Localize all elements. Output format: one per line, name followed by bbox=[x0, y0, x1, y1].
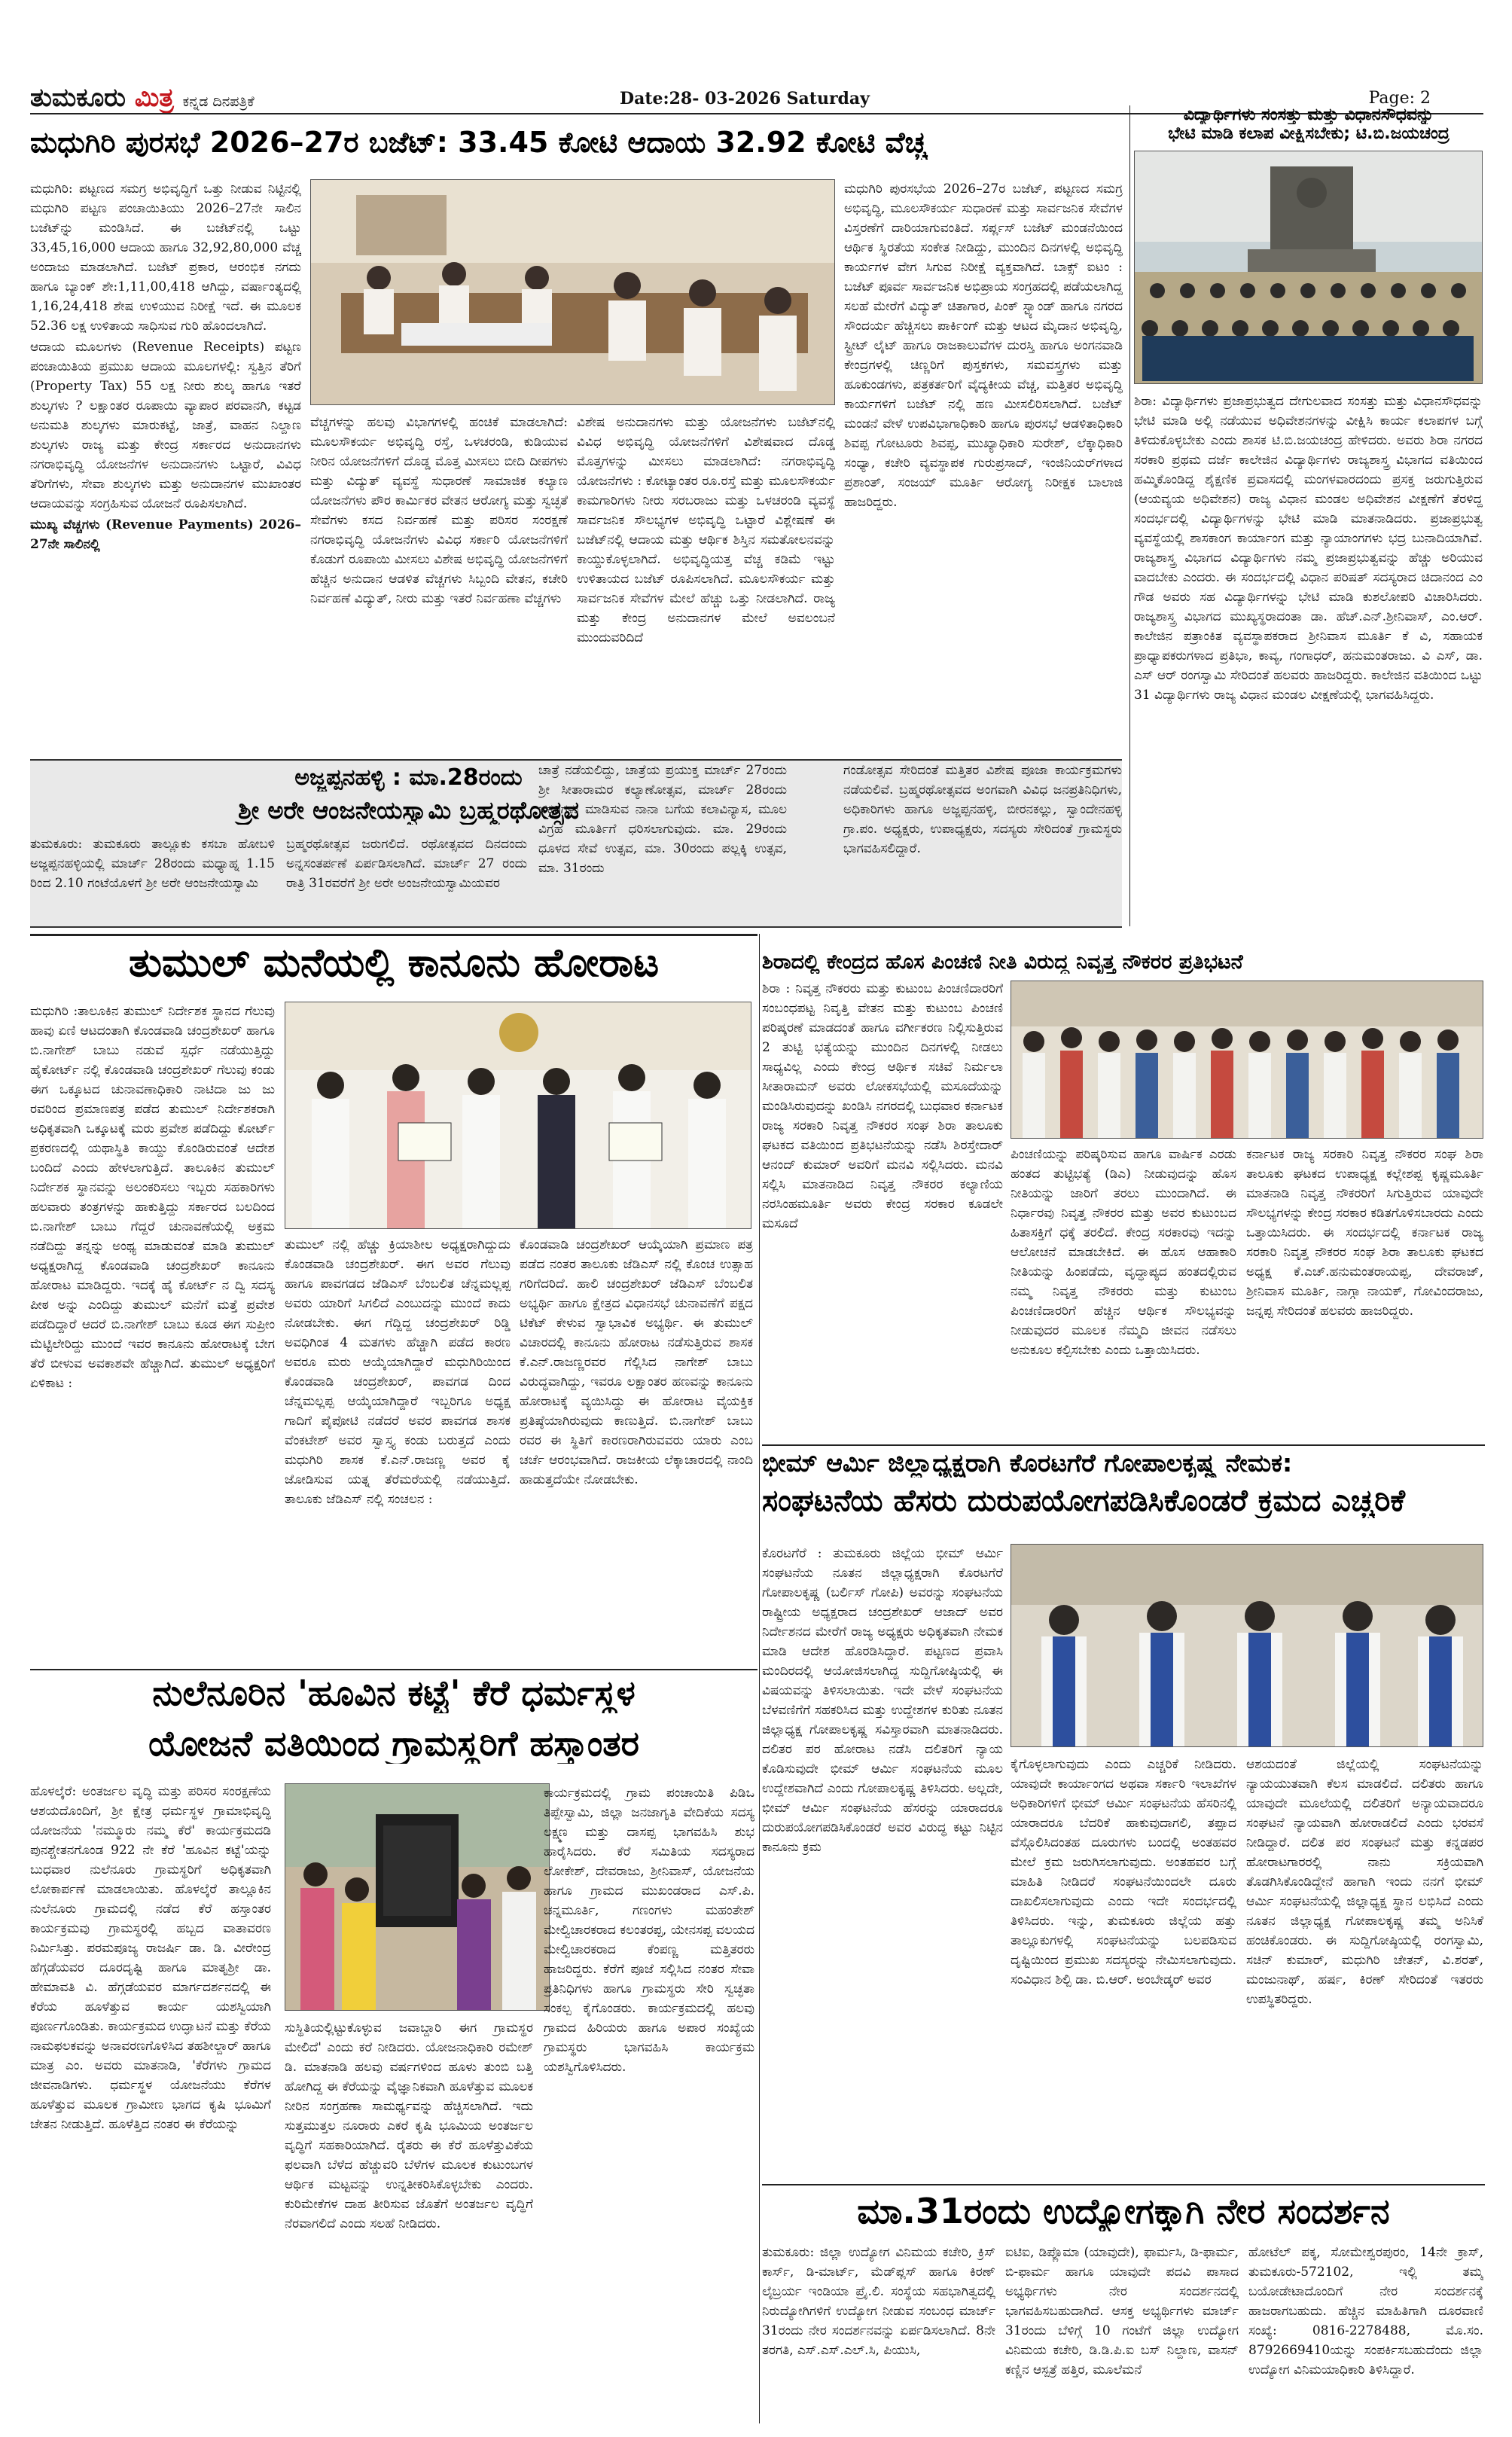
dharmasthala-photo-image bbox=[285, 1784, 550, 2011]
dharmasthala-headline bbox=[30, 1673, 758, 1764]
budget-col-1-para: ಮುಖ್ಯ ವೆಚ್ಚಗಳು (Revenue Payments) 2026–27ನೇ ಸಾಲಿನಲ್ಲಿ bbox=[30, 517, 301, 552]
masthead-brand bbox=[30, 83, 255, 113]
bhim-col-3: ಆಶಯದಂತೆ ಜಿಲ್ಲೆಯಲ್ಲಿ ಸಂಘಟನೆಯನ್ನು ನ್ಯಾಯಯುತವಾಗಿ ಕೆಲಸ ಮಾಡಲಿದೆ. ದಲಿತರು ಹಾಗೂ ಯಾವುದೇ ಮೂಲೆಯಲ್ಲಿ ದಲಿತರಿಗೆ ಅನ್ಯಾಯವಾದರೂ ಸಂಘಟನೆ ನ್ಯಾಯವಾಗಿ ಹೋರಾಡಲಿದೆ ಎಂದು ಭರವಸೆ ನೀಡಿದ್ದಾರೆ. ದಲಿತ ಪರ ಸಂಘಟನೆ ಮತ್ತು ಕನ್ನಡಪರ ಹೋರಾಟಗಾರರಲ್ಲಿ ನಾನು ಸಕ್ರಿಯವಾಗಿ ತೊಡಗಿಸಿಕೊಂಡಿದ್ದೇನೆ ಹಾಗಾಗಿ ಇಂದು ನನಗೆ ಭೀಮ್ ಆರ್ಮಿ ಸಂಘಟನೆಯಲ್ಲಿ ಜಿಲ್ಲಾಧ್ಯಕ್ಷ ಸ್ಥಾನ ಲಭಿಸಿದೆ ಎಂದು ನೂತನ ಜಿಲ್ಲಾಧ್ಯಕ್ಷ ಗೋಪಾಲಕೃಷ್ಣ ತಮ್ಮ ಅನಿಸಿಕೆ ಹಂಚಿಕೊಂಡರು. ಈ ಸುದ್ದಿಗೋಷ್ಠಿಯಲ್ಲಿ ರಂಗಸ್ವಾಮಿ, ಸಚಿನ್ ಕುಮಾರ್, ಮಧುಗಿರಿ ಚೇತನ್, ವಿ.ಶರತ್, ಮಂಜುನಾಥ್, ಹರ್ಷ, ಕಿರಣ್ ಸೇರಿದಂತೆ ಇತರರು ಉಪಸ್ಥಿತರಿದ್ದರು. bbox=[1246, 1757, 1483, 2007]
dharmasthala-headline-line1: ನುಲೆನೂರಿನ 'ಹೂವಿನ ಕಟ್ಟೆ' ಕೆರೆ ಧರ್ಮಸ್ಥಳ bbox=[152, 1673, 636, 1713]
budget-col-3: ವಿಶೇಷ ಅನುದಾನಗಳು ಮತ್ತು ಯೋಜನೆಗಳು ಬಜೆಟ್‌ನಲ್ಲಿ ವಿವಿಧ ಅಭಿವೃದ್ಧಿ ಯೋಜನೆಗಳಿಗೆ ವಿಶೇಷವಾದ ದೊಡ್ಡ ಮೊತ್ತಗಳನ್ನು ಮೀಸಲು ಮಾಡಲಾಗಿದೆ: ನಗರಾಭಿವೃದ್ಧಿ ಯೋಜನೆಗಳು : ಕೋಟ್ಯಾಂತರ ರೂ.ರಸ್ತೆ ಮತ್ತು ಮೂಲಸೌಕರ್ಯ ಕಾಮಗಾರಿಗಳು ನೀರು ಸರಬರಾಜು ಮತ್ತು ಒಳಚರಂಡಿ ವ್ಯವಸ್ಥೆ ಸಾರ್ವಜನಿಕ ಸೌಲಭ್ಯಗಳ ಅಭಿವೃದ್ಧಿ ಒಟ್ಟಾರೆ ವಿಶ್ಲೇಷಣೆ ಈ ಬಜೆಟ್‌ನಲ್ಲಿ ಆದಾಯ ಮತ್ತು ಆರ್ಥಿಕ ಶಿಸ್ತಿನ ಸಮತೋಲನವನ್ನು ಕಾಯ್ದುಕೊಳ್ಳಲಾಗಿದೆ. ಅಭಿವೃದ್ಧಿಯತ್ತ ವೆಚ್ಚ ಕಡಿಮೆ ಇಟ್ಟು ಉಳಿತಾಯದ ಬಜೆಟ್ ರೂಪಿಸಲಾಗಿದೆ. ಮೂಲಸೌಕರ್ಯ ಮತ್ತು ಸಾರ್ವಜನಿಕ ಸೇವೆಗಳ ಮೇಲೆ ಹೆಚ್ಚು ಒತ್ತು ನೀಡಲಾಗಿದೆ. ರಾಜ್ಯ ಮತ್ತು ಕೇಂದ್ರ ಅನುದಾನಗಳ ಮೇಲೆ ಅವಲಂಬನೆ ಮುಂದುವರಿದಿದೆ bbox=[577, 415, 835, 645]
temple-col-d: ಗಂಡೋತ್ಸವ ಸೇರಿದಂತೆ ಮತ್ತಿತರ ವಿಶೇಷ ಪೂಜಾ ಕಾರ್ಯಕ್ರಮಗಳು ನಡೆಯಲಿವೆ. ಬ್ರಹ್ಮರಥೋತ್ಸವದ ಅಂಗವಾಗಿ ವಿವಿಧ ಜನಪ್ರತಿನಿಧಿಗಳು, ಅಧಿಕಾರಿಗಳು ಹಾಗೂ ಅಜ್ಜಪ್ಪನಹಳ್ಳಿ, ಬೀರನಕಲ್ಲು, ಸ್ವಾಂದೇನಹಳ್ಳಿ ಗ್ರಾ.ಪಂ. ಅಧ್ಯಕ್ಷರು, ಉಪಾಧ್ಯಕ್ಷರು, ಸದಸ್ಯರು ಸೇರಿದಂತೆ ಗ್ರಾಮಸ್ಥರು ಭಾಗವಹಿಸಲಿದ್ದಾರೆ. bbox=[843, 763, 1122, 856]
page-number: Page: 2 bbox=[1368, 89, 1431, 108]
budget-col-1-para: ಮಧುಗಿರಿ: ಪಟ್ಟಣದ ಸಮಗ್ರ ಅಭಿವೃದ್ಧಿಗೆ ಒತ್ತು ನೀಡುವ ನಿಟ್ಟಿನಲ್ಲಿ ಮಧುಗಿರಿ ಪಟ್ಟಣ ಪಂಚಾಯಿತಿಯು 2026–27ನೇ ಸಾಲಿನ ಬಜೆಟ್‌ನ್ನು ಮಂಡಿಸಿದೆ. ಈ ಬಜೆಟ್‌ನಲ್ಲಿ ಒಟ್ಟು 33,45,16,000 ಆದಾಯ ಹಾಗೂ 32,92,80,000 ವೆಚ್ಚ ಅಂದಾಜು ಮಾಡಲಾಗಿದೆ. ಬಜೆಟ್ ಪ್ರಕಾರ, ಆರಂಭಿಕ ನಗದು ಹಾಗೂ ಬ್ಯಾಂಕ್ ಶೇ:1,11,00,418 ಆಗಿದ್ದು, ವರ್ಷಾಂತ್ಯದಲ್ಲಿ 1,16,24,418 ಶೇಷ ಉಳಿಯುವ ನಿರೀಕ್ಷೆ ಇದೆ. ಈ ಮೂಲಕ 52.36 ಲಕ್ಷ ಉಳಿತಾಯ ಸಾಧಿಸುವ ಗುರಿ ಹೊಂದಲಾಗಿದೆ. bbox=[30, 181, 301, 334]
brand-name-part1: ತುಮಕೂರು bbox=[30, 83, 126, 113]
students-photo-image bbox=[1135, 151, 1483, 384]
jc-students-photo bbox=[1134, 151, 1483, 384]
udyoga-col-3: ಹೋಟೆಲ್ ಪಕ್ಕ, ಸೋಮೇಶ್ವರಪುರಂ, 14ನೇ ಕ್ರಾಸ್, ತುಮಕೂರು-572102, ಇಲ್ಲಿ ತಮ್ಮ ಬಯೋಡೇಟಾದೊಂದಿಗೆ ನೇರ ಸಂದರ್ಶನಕ್ಕೆ ಹಾಜರಾಗಬಹುದು. ಹೆಚ್ಚಿನ ಮಾಹಿತಿಗಾಗಿ ದೂರವಾಣಿ ಸಂಖ್ಯೆ: 0816-2278488, ಮೊ.ಸಂ. 8792669410ಯನ್ನು ಸಂಪರ್ಕಿಸಬಹುದೆಂದು ಜಿಲ್ಲಾ ಉದ್ಯೋಗ ವಿನಿಮಯಾಧಿಕಾರಿ ತಿಳಿಸಿದ್ದಾರೆ. bbox=[1248, 2245, 1483, 2378]
bhim-headline-line1: ಭೀಮ್ ಆರ್ಮಿ ಜಿಲ್ಲಾಧ್ಯಕ್ಷರಾಗಿ ಕೊರಟಗೆರೆ ಗೋಪಾಲಕೃಷ್ಣ ನೇಮಕ: bbox=[762, 1449, 1293, 1478]
issue-date: Date:28- 03-2026 Saturday bbox=[620, 89, 870, 108]
divider bbox=[762, 1444, 1485, 1446]
bhim-col-1: ಕೊರಟಗೆರೆ : ತುಮಕೂರು ಜಿಲ್ಲೆಯ ಭೀಮ್ ಆರ್ಮಿ ಸಂಘಟನೆಯ ನೂತನ ಜಿಲ್ಲಾಧ್ಯಕ್ಷರಾಗಿ ಕೊರಟಗೆರೆ ಗೋಪಾಲಕೃಷ್ಣ (ಬರ್ಲಿಸ್ ಗೋಪಿ) ಅವರನ್ನು ಸಂಘಟನೆಯ ರಾಷ್ಟ್ರೀಯ ಅಧ್ಯಕ್ಷರಾದ ಚಂದ್ರಶೇಖರ್ ಆಜಾದ್ ಅವರ ನಿರ್ದೇಶನದ ಮೇರೆಗೆ ರಾಜ್ಯ ಅಧ್ಯಕ್ಷರು ಅಧಿಕೃತವಾಗಿ ನೇಮಕ ಮಾಡಿ ಆದೇಶ ಹೊರಡಿಸಿದ್ದಾರೆ. ಪಟ್ಟಣದ ಪ್ರವಾಸಿ ಮಂದಿರದಲ್ಲಿ ಆಯೋಜಿಸಲಾಗಿದ್ದ ಸುದ್ದಿಗೋಷ್ಠಿಯಲ್ಲಿ ಈ ವಿಷಯವನ್ನು ತಿಳಿಸಲಾಯಿತು. ಇದೇ ವೇಳೆ ಸಂಘಟನೆಯ ಬೆಳವಣಿಗೆಗೆ ಸಹಕರಿಸಿದ ಮತ್ತು ಉದ್ದೇಶಗಳ ಕುರಿತು ನೂತನ ಜಿಲ್ಲಾಧ್ಯಕ್ಷ ಗೋಪಾಲಕೃಷ್ಣ ಸವಿಸ್ತಾರವಾಗಿ ಮಾತನಾಡಿದರು. ದಲಿತರ ಪರ ಹೋರಾಟ ನಡೆಸಿ ದಲಿತರಿಗೆ ನ್ಯಾಯ ಕೊಡಿಸುವುದೇ ಭೀಮ್ ಆರ್ಮಿ ಸಂಘಟನೆಯ ಮೂಲ ಉದ್ದೇಶವಾಗಿದೆ ಎಂದು ಗೋಪಾಲಕೃಷ್ಣ ತಿಳಿಸಿದರು. ಅಲ್ಲದೇ, ಭೀಮ್ ಆರ್ಮಿ ಸಂಘಟನೆಯ ಹೆಸರನ್ನು ಯಾರಾದರೂ ದುರುಪಯೋಗಪಡಿಸಿಕೊಂಡರೆ ಅವರ ವಿರುದ್ಧ ಕಟ್ಟು ನಿಟ್ಟಿನ ಕಾನೂನು ಕ್ರಮ bbox=[762, 1546, 1003, 1855]
dharmasthala-col-2: ಸುಸ್ಥಿತಿಯಲ್ಲಿಟ್ಟುಕೊಳ್ಳುವ ಜವಾಬ್ದಾರಿ ಈಗ ಗ್ರಾಮಸ್ಥರ ಮೇಲಿದೆ' ಎಂದು ಕರೆ ನೀಡಿದರು. ಯೋಜನಾಧಿಕಾರಿ ರಮೇಶ್ ಡಿ. ಮಾತನಾಡಿ ಹಲವು ವರ್ಷಗಳಿಂದ ಹೂಳು ತುಂಬಿ ಬತ್ತಿ ಹೋಗಿದ್ದ ಈ ಕೆರೆಯನ್ನು ವೈಜ್ಞಾನಿಕವಾಗಿ ಹೂಳೆತ್ತುವ ಮೂಲಕ ನೀರಿನ ಸಂಗ್ರಹಣಾ ಸಾಮರ್ಥ್ಯವನ್ನು ಹೆಚ್ಚಿಸಲಾಗಿದೆ. ಇದು ಸುತ್ತಮುತ್ತಲ ನೂರಾರು ಎಕರೆ ಕೃಷಿ ಭೂಮಿಯ ಅಂತರ್ಜಲ ವೃದ್ಧಿಗೆ ಸಹಕಾರಿಯಾಗಿದೆ. ರೈತರು ಈ ಕೆರೆ ಹೂಳೆತ್ತುವಿಕೆಯ ಫಲವಾಗಿ ಬೆಳೆದ ಹೆಚ್ಚುವರಿ ಬೆಳೆಗಳ ಮೂಲಕ ಕುಟುಂಬಗಳ ಆರ್ಥಿಕ ಮಟ್ಟವನ್ನು ಉನ್ನತೀಕರಿಸಿಕೊಳ್ಳಬೇಕು ಎಂದರು. ಕುರಿಮೇಕೆಗಳ ದಾಹ ತೀರಿಸುವ ಜೊತೆಗೆ ಅಂತರ್ಜಲ ವೃದ್ಧಿಗೆ ನೆರವಾಗಲಿದೆ ಎಂದು ಸಲಹೆ ನೀಡಿದರು. bbox=[285, 2021, 533, 2231]
jc-headline-line1: ವಿದ್ಯಾರ್ಥಿಗಳು ಸಂಸತ್ತು ಮತ್ತು ವಿಧಾನಸೌಧವನ್ನು bbox=[1183, 105, 1434, 124]
dharmasthala-col-3: ಕಾರ್ಯಕ್ರಮದಲ್ಲಿ ಗ್ರಾಮ ಪಂಚಾಯಿತಿ ಪಿಡಿಒ ತಿಪ್ಪೇಸ್ವಾಮಿ, ಜಿಲ್ಲಾ ಜನಜಾಗೃತಿ ವೇದಿಕೆಯ ಸದಸ್ಯ ಲಕ್ಷ್ಮಣ ಮತ್ತು ದಾಸಪ್ಪ ಭಾಗವಹಿಸಿ ಶುಭ ಹಾರೈಸಿದರು. ಕೆರೆ ಸಮಿತಿಯ ಸದಸ್ಯರಾದ ಲೋಕೇಶ್, ದೇವರಾಜು, ಶ್ರೀನಿವಾಸ್, ಯೋಜನೆಯ ಹಾಗೂ ಗ್ರಾಮದ ಮುಖಂಡರಾದ ಎಸ್.ಪಿ. ಚನ್ನಮೂರ್ತಿ, ಗಣಂಗಳು ಮಹಂತೇಶ್ ಮೇಲ್ವಿಚಾರಕರಾದ ಕಲಂತರಪ್ಪ, ಯೇನಸಪ್ಪ ವಲಯದ ಮೇಲ್ವಿಚಾರಕರಾದ ಕೆಂಪಣ್ಣ ಮತ್ತಿತರರು ಹಾಜರಿದ್ದರು. ಕೆರೆಗೆ ಪೂಜೆ ಸಲ್ಲಿಸಿದ ನಂತರ ಸೇವಾ ಪ್ರತಿನಿಧಿಗಳು ಹಾಗೂ ಗ್ರಾಮಸ್ಥರು ಸೇರಿ ಸ್ವಚ್ಛತಾ ಸಂಕಲ್ಪ ಕೈಗೊಂಡರು. ಕಾರ್ಯಕ್ರಮದಲ್ಲಿ ಹಲವು ಗ್ರಾಮದ ಹಿರಿಯರು ಹಾಗೂ ಅಪಾರ ಸಂಖ್ಯೆಯ ಗ್ರಾಮಸ್ಥರು ಭಾಗವಹಿಸಿ ಕಾರ್ಯಕ್ರಮ ಯಶಸ್ವಿಗೊಳಿಸಿದರು. bbox=[544, 1786, 754, 2075]
temple-col-b: ಬ್ರಹ್ಮರಥೋತ್ಸವ ಜರುಗಲಿದೆ. ರಥೋತ್ಸವದ ದಿನದಂದು ಅನ್ನಸಂತರ್ಪಣೆ ಏರ್ಪಡಿಸಲಾಗಿದೆ. ಮಾರ್ಚ್ 27 ರಂದು ರಾತ್ರಿ 31ರವರೆಗೆ ಶ್ರೀ ಅರೇ ಅಂಜನೇಯಸ್ವಾಮಿಯವರ bbox=[286, 837, 527, 891]
pension-photo bbox=[1011, 981, 1483, 1139]
tumul-photo-image bbox=[285, 1002, 751, 1229]
pension-col-2: ಪಿಂಚಣಿಯನ್ನು ಪರಿಷ್ಕರಿಸುವ ಹಾಗೂ ವಾರ್ಷಿಕ ಎರಡು ಹಂತದ ತುಟ್ಟಿಭತ್ಯೆ (ಡಿಎ) ನೀಡುವುದನ್ನು ಹೊಸ ನೀತಿಯನ್ನು ಜಾರಿಗೆ ತರಲು ಮುಂದಾಗಿದೆ. ಈ ನಿರ್ಧಾರವು ನಿವೃತ್ತ ನೌಕರರ ಮತ್ತು ಅವರ ಕುಟುಂಬದ ಹಿತಾಸಕ್ತಿಗೆ ಧಕ್ಕೆ ತರಲಿದೆ. ಕೇಂದ್ರ ಸರಕಾರವು ಇದನ್ನು ಆಲೋಚನೆ ಮಾಡಬೇಕಿದೆ. ಈ ಹೊಸ ಆಹಾಕಾರಿ ನೀತಿಯನ್ನು ಹಿಂಪಡೆದು, ವೃದ್ಧಾಪ್ಯದ ಹಂತದಲ್ಲಿರುವ ನಮ್ಮ ನಿವೃತ್ತ ನೌಕರರು ಮತ್ತು ಕುಟುಂಬ ಪಿಂಚಣಿದಾರರಿಗೆ ಹೆಚ್ಚಿನ ಆರ್ಥಿಕ ಸೌಲಭ್ಯವನ್ನು ನೀಡುವುದರ ಮೂಲಕ ನೆಮ್ಮದಿ ಜೀವನ ನಡೆಸಲು ಅನುಕೂಲ ಕಲ್ಪಿಸಬೇಕು ಎಂದು ಒತ್ತಾಯಿಸಿದರು. bbox=[1011, 1147, 1236, 1358]
budget-col-2: ವೆಚ್ಚಗಳನ್ನು ಹಲವು ವಿಭಾಗಗಳಲ್ಲಿ ಹಂಚಿಕೆ ಮಾಡಲಾಗಿದೆ: ಮೂಲಸೌಕರ್ಯ ಅಭಿವೃದ್ಧಿ ರಸ್ತೆ, ಒಳಚರಂಡಿ, ಕುಡಿಯುವ ನೀರಿನ ಯೋಜನೆಗಳಿಗೆ ದೊಡ್ಡ ಮೊತ್ತ ಮೀಸಲು ಬೀದಿ ದೀಪಗಳು ಮತ್ತು ವಿದ್ಯುತ್ ವ್ಯವಸ್ಥೆ ಸುಧಾರಣೆ ಸಾಮಾಜಿಕ ಕಲ್ಯಾಣ ಯೋಜನೆಗಳು ಪೌರ ಕಾರ್ಮಿಕರ ವೇತನ ಆರೋಗ್ಯ ಮತ್ತು ಸ್ವಚ್ಛತೆ ಸೇವೆಗಳು ಕಸದ ನಿರ್ವಹಣೆ ಮತ್ತು ಪರಿಸರ ಸಂರಕ್ಷಣೆ ನಗರಾಭಿವೃದ್ಧಿ ಯೋಜನೆಗಳು ವಿವಿಧ ಸರ್ಕಾರಿ ಯೋಜನೆಗಳಿಗೆ ಕೊಡುಗೆ ರೂಪಾಯಿ ಮೀಸಲು ವಿಶೇಷ ಅಭಿವೃದ್ಧಿ ಯೋಜನೆಗಳಿಗೆ ಹೆಚ್ಚಿನ ಅನುದಾನ ಆಡಳಿತ ವೆಚ್ಚಗಳು ಸಿಬ್ಬಂದಿ ವೇತನ, ಕಚೇರಿ ನಿರ್ವಹಣೆ ವಿದ್ಯುತ್, ನೀರು ಮತ್ತು ಇತರೆ ನಿರ್ವಹಣಾ ವೆಚ್ಚಗಳು bbox=[310, 415, 568, 606]
bhim-col-2: ಕೈಗೊಳ್ಳಲಾಗುವುದು ಎಂದು ಎಚ್ಚರಿಕೆ ನೀಡಿದರು. ಯಾವುದೇ ಕಾರ್ಯಾಂಗದ ಅಥವಾ ಸರ್ಕಾರಿ ಇಲಾಖೆಗಳ ಅಧಿಕಾರಿಗಳಿಗೆ ಭೀಮ್ ಆರ್ಮಿ ಸಂಘಟನೆಯ ಹೆಸರಿನಲ್ಲಿ ಯಾರಾದರೂ ಬೆದರಿಕೆ ಹಾಕುವುದಾಗಲಿ, ತಪ್ಪಾದ ವೆಸ್ಗೊಲಿಸಿದಂತಹ ದೂರುಗಳು ಬಂದಲ್ಲಿ ಅಂತಹವರ ಮೇಲೆ ಕ್ರಮ ಜರುಗಿಸಲಾಗುವುದು. ಅಂತಹವರ ಬಗ್ಗೆ ಮಾಹಿತಿ ನೀಡಿದರೆ ಸಂಘಟನೆಯಿಂದಲೇ ದೂರು ದಾಖಲಿಸಲಾಗುವುದು ಎಂದು ಇದೇ ಸಂದರ್ಭದಲ್ಲಿ ತಿಳಿಸಿದರು. ಇನ್ನು, ತುಮಕೂರು ಜಿಲ್ಲೆಯ ಹತ್ತು ತಾಲ್ಲೂಕುಗಳಲ್ಲಿ ಸಂಘಟನೆಯನ್ನು ಬಲಪಡಿಸುವ ದೃಷ್ಟಿಯಿಂದ ಪ್ರಮುಖ ಸದಸ್ಯರನ್ನು ನೇಮಿಸಲಾಗುವುದು. ಸಂವಿಧಾನ ಶಿಲ್ಪಿ ಡಾ. ಬಿ.ಆರ್. ಅಂಬೇಡ್ಕರ್ ಅವರ bbox=[1011, 1757, 1236, 1987]
temple-headline-line1: ಅಜ್ಜಪ್ಪನಹಳ್ಳಿ : ಮಾ.28ರಂದು bbox=[294, 765, 523, 791]
temple-col-c: ಚಾತ್ರೆ ನಡೆಯಲಿದ್ದು, ಚಾತ್ರೆಯ ಪ್ರಯುಕ್ತ ಮಾರ್ಚ್ 27ರಂದು ಶ್ರೀ ಸೀತಾರಾಮರ ಕಲ್ಯಾಣೋತ್ಸವ, ಮಾರ್ಚ್ 28ರಂದು ಭಕ್ತರಿಗಳು ಮಾಡಿಸುವ ನಾನಾ ಬಗೆಯ ಕಲಾವಿನ್ಯಾಸ, ಮೂಲ ವಿಗ್ರಹ ಮೂರ್ತಿಗೆ ಧರಿಸಲಾಗುವುದು. ಮಾ. 29ರಂದು ಧೂಳದ ಸೇವೆ ಉತ್ಸವ, ಮಾ. 30ರಂದು ಪಲ್ಲಕ್ಕಿ ಉತ್ಸವ, ಮಾ. 31ರಂದು bbox=[538, 763, 787, 876]
udyoga-headline: ಮಾ.31ರಂದು ಉದ್ಯೋಗಕ್ಕಾಗಿ ನೇರ ಸಂದರ್ಶನ bbox=[857, 2191, 1390, 2231]
dharmasthala-col-1: ಹೊಳಲ್ಕೆರೆ: ಅಂತರ್ಜಲ ವೃದ್ಧಿ ಮತ್ತು ಪರಿಸರ ಸಂರಕ್ಷಣೆಯ ಆಶಯದೊಂದಿಗೆ, ಶ್ರೀ ಕ್ಷೇತ್ರ ಧರ್ಮಸ್ಥಳ ಗ್ರಾಮಾಭಿವೃದ್ಧಿ ಯೋಜನೆಯ 'ನಮ್ಮೂರು ನಮ್ಮ ಕೆರೆ' ಕಾರ್ಯಕ್ರಮದಡಿ ಪುನಶ್ಚೇತನಗೊಂಡ 922 ನೇ ಕೆರೆ 'ಹೂವಿನ ಕಟ್ಟೆ'ಯನ್ನು ಬುಧವಾರ ನುಲೆನೂರು ಗ್ರಾಮಸ್ಥರಿಗೆ ಅಧಿಕೃತವಾಗಿ ಲೋಕಾರ್ಪಣೆ ಮಾಡಲಾಯಿತು. ಹೊಳಲ್ಕೆರೆ ತಾಲ್ಲೂಕಿನ ನುಲೆನೂರು ಗ್ರಾಮದಲ್ಲಿ ನಡೆದ ಕೆರೆ ಹಸ್ತಾಂತರ ಕಾರ್ಯಕ್ರಮವು ಗ್ರಾಮಸ್ಥರಲ್ಲಿ ಹಬ್ಬದ ವಾತಾವರಣ ನಿರ್ಮಿಸಿತ್ತು. ಪರಮಪೂಜ್ಯ ರಾಜರ್ಷಿ ಡಾ. ಡಿ. ವೀರೇಂದ್ರ ಹೆಗ್ಗಡೆಯವರ ದೂರದೃಷ್ಟಿ ಹಾಗೂ ಮಾತೃಶ್ರೀ ಡಾ. ಹೇಮಾವತಿ ವಿ. ಹೆಗ್ಗಡೆಯವರ ಮಾರ್ಗದರ್ಶನದಲ್ಲಿ ಈ ಕೆರೆಯ ಹೂಳೆತ್ತುವ ಕಾರ್ಯ ಯಶಸ್ವಿಯಾಗಿ ಪೂರ್ಣಗೊಂಡಿತು. ಕಾರ್ಯಕ್ರಮದ ಉದ್ಘಾಟನೆ ಮತ್ತು ಕೆರೆಯ ನಾಮಫಲಕವನ್ನು ಅನಾವರಣಗೊಳಿಸಿದ ತಹಶೀಲ್ದಾರ್ ಹಾಗೂ ಮಾತ್ರ ಎಂ. ಅವರು ಮಾತನಾಡಿ, 'ಕೆರೆಗಳು ಗ್ರಾಮದ ಜೀವನಾಡಿಗಳು. ಧರ್ಮಸ್ಥಳ ಯೋಜನೆಯು ಕೆರೆಗಳ ಹೂಳೆತ್ತುವ ಮೂಲಕ ಗ್ರಾಮೀಣ ಭಾಗದ ಕೃಷಿ ಭೂಮಿಗೆ ಚೇತನ ನೀಡುತ್ತಿದೆ. ಹೂಳೆತ್ತಿದ ನಂತರ ಈ ಕೆರೆಯನ್ನು bbox=[30, 1784, 271, 2132]
udyoga-col-1: ತುಮಕೂರು: ಜಿಲ್ಲಾ ಉದ್ಯೋಗ ವಿನಿಮಯ ಕಚೇರಿ, ಕ್ರಿಸ್ ಕಾರ್ಸ್, ಡಿ-ಮಾರ್ಟ್, ಮೆಡ್‌ಪ್ಲಸ್ ಹಾಗೂ ಕಿರಣ್ ಲೈಬ್ರರ್ಯ ಇಂಡಿಯಾ ಪ್ರೈ.ಲಿ. ಸಂಸ್ಥೆಯ ಸಹಭಾಗಿತ್ವದಲ್ಲಿ ನಿರುದ್ಯೋಗಿಗಳಿಗೆ ಉದ್ಯೋಗ ನೀಡುವ ಸಂಬಂಧ ಮಾರ್ಚ್ 31ರಂದು ನೇರ ಸಂದರ್ಶನವನ್ನು ಏರ್ಪಡಿಸಲಾಗಿದೆ. 8ನೇ ತರಗತಿ, ಎಸ್.ಎಸ್.ಎಲ್.ಸಿ, ಪಿಯುಸಿ, bbox=[762, 2245, 995, 2358]
bhim-photo bbox=[1011, 1544, 1483, 1747]
tumul-col-1: ಮಧುಗಿರಿ :ತಾಲೂಕಿನ ತುಮುಲ್ ನಿರ್ದೇಶಕ ಸ್ಥಾನದ ಗೆಲುವು ಹಾವು ಏಣಿ ಆಟದಂತಾಗಿ ಕೊಂಡವಾಡಿ ಚಂದ್ರಶೇಖರ್ ಹಾಗೂ ಬಿ.ನಾಗೇಶ್ ಬಾಬು ನಡುವೆ ಸ್ಪರ್ಧೆ ನಡೆಯುತ್ತಿದ್ದು ಹೈಕೋರ್ಟ್ ನಲ್ಲಿ ಕೊಂಡವಾಡಿ ಚಂದ್ರಶೇಖರ್ ಗೆಲುವು ಕಂಡು ಈಗ ಒಕ್ಕೂಟದ ಚುನಾವಣಾಧಿಕಾರಿ ನಾಟಿದಾ ಜು ಜು ರವರಿಂದ ಪ್ರಮಾಣಪತ್ರ ಪಡೆದ ತುಮುಲ್ ನಿರ್ದೇಶಕರಾಗಿ ಅಧಿಕೃತವಾಗಿ ಒಕ್ಕೂಟಕ್ಕೆ ಮರು ಪ್ರವೇಶ ಪಡೆದಿದ್ದು ಕೋರ್ಟ್ ಪ್ರಕರಣದಲ್ಲಿ ಯಥಾಸ್ಥಿತಿ ಕಾಯ್ದು ಕೊಂಡಿರುವಂತೆ ಆದೇಶ ಬಂದಿದೆ ಎಂದು ಹೇಳಲಾಗುತ್ತಿದೆ. ತಾಲೂಕಿನ ತುಮುಲ್ ನಿರ್ದೇಶಕ ಸ್ಥಾನವನ್ನು ಅಲಂಕರಿಸಲು ಇಬ್ಬರು ಸಹಕಾರಿಗಳು ಹಲವಾರು ತಂತ್ರಗಳನ್ನು ಹಾಕುತ್ತಿದ್ದು ಸರ್ಕಾರದ ಬಲದಿಂದ ಬಿ.ನಾಗೇಶ್ ಬಾಬು ಗೆದ್ದರೆ ಚುನಾವಣೆಯಲ್ಲಿ ಅಕ್ರಮ ನಡೆದಿದ್ದು ತನ್ನನ್ನು ಅಂಥ್ಯ ಮಾಡುವಂತೆ ಮಾಡಿ ತುಮುಲ್ ಅಧ್ಯಕ್ಷರಾಗಿದ್ದ ಕೊಂಡವಾಡಿ ಚಂದ್ರಶೇಖರ್ ಕಾನೂನು ಹೋರಾಟ ಮಾಡಿದ್ದರು. ಇದಕ್ಕೆ ಹೈ ಕೋರ್ಟ್ ನ ದ್ವಿ ಸದಸ್ಯ ಪೀಠ ಅನ್ನು ಎಂದಿದ್ದು ತುಮುಲ್ ಮನೆಗೆ ಮತ್ತೆ ಪ್ರವೇಶ ಪಡೆದಿದ್ದಾರೆ ಆದರೆ ಬಿ.ನಾಗೇಶ್ ಬಾಬು ಕೂಡ ಈಗ ಸುಪ್ರೀಂ ಮೆಟ್ಟಿಲೇರಿದ್ದು ಮುಂದೆ ಇವರ ಕಾನೂನು ಹೋರಾಟಕ್ಕೆ ಬೇಗ ತೆರೆ ಬೀಳುವ ಅವಕಾಶವೇ ಹೆಚ್ಚಾಗಿದೆ. ತುಮುಲ್ ಅಧ್ಯಕ್ಷರಿಗೆ ಏಳಿಕಾಟ : bbox=[30, 1004, 275, 1391]
pension-photo-image bbox=[1011, 981, 1483, 1139]
udyoga-top-rule bbox=[762, 2184, 1485, 2185]
udyoga-col-2: ಐಟಿಐ, ಡಿಪ್ಲೊಮಾ (ಯಾವುದೇ), ಫಾರ್ಮಸಿ, ಡಿ-ಫಾರ್ಮ, ಬಿ-ಫಾರ್ಮ ಹಾಗೂ ಯಾವುದೇ ಪದವಿ ಪಾಸಾದ ಅಭ್ಯರ್ಥಿಗಳು ನೇರ ಸಂದರ್ಶನದಲ್ಲಿ ಭಾಗವಹಿಸಬಹುದಾಗಿದೆ. ಆಸಕ್ತ ಅಭ್ಯರ್ಥಿಗಳು ಮಾರ್ಚ್ 31ರಂದು ಬೆಳಿಗ್ಗೆ 10 ಗಂಟೆಗೆ ಜಿಲ್ಲಾ ಉದ್ಯೋಗ ವಿನಿಮಯ ಕಚೇರಿ, ಡಿ.ಡಿ.ಪಿ.ಐ ಬಸ್ ನಿಲ್ದಾಣ, ವಾಸನ್ ಕಣ್ಣಿನ ಆಸ್ಪತ್ರೆ ಹತ್ತಿರ, ಮೂಲೆಮನೆ bbox=[1005, 2245, 1239, 2378]
tumul-top-rule bbox=[30, 934, 758, 936]
tumul-col-3: ಕೊಂಡವಾಡಿ ಚಂದ್ರಶೇಖರ್ ಆಯ್ಕೆಯಾಗಿ ಪ್ರಮಾಣ ಪತ್ರ ಪಡೆದ ನಂತರ ತಾಲೂಕು ಜೆಡಿಎಸ್ ನಲ್ಲಿ ಕೊಂಚ ಉತ್ಸಾಹ ಗರಿಗೆದರಿದೆ. ಹಾಲಿ ಚಂದ್ರಶೇಖರ್ ಜೆಡಿಎಸ್ ಬೆಂಬಲಿತ ಅಭ್ಯರ್ಥಿ ಹಾಗೂ ಕ್ಷೇತ್ರದ ವಿಧಾನಸಭೆ ಚುನಾವಣೆಗೆ ಪಕ್ಷದ ಟಿಕೆಟ್ ಕೇಳುವ ಸ್ವಾಭಾವಿಕ ಅಭ್ಯರ್ಥಿ. ಈ ತುಮುಲ್ ವಿಚಾರದಲ್ಲಿ ಕಾನೂನು ಹೋರಾಟ ನಡೆಸುತ್ತಿರುವ ಶಾಸಕ ಕೆ.ಎನ್.ರಾಜಣ್ಣರವರ ಗೆಲ್ಲಿಸಿದ ನಾಗೇಶ್ ಬಾಬು ವಿರುದ್ಧವಾಗಿದ್ದು, ಇವರೂ ಲಕ್ಷಾಂತರ ಹಣವನ್ನು ಕಾನೂನು ಹೋರಾಟಕ್ಕೆ ವ್ಯಯಿಸಿದ್ದು ಈ ಹೋರಾಟ ವೈಯಕ್ತಿಕ ಪ್ರತಿಷ್ಠೆಯಾಗಿರುವುದು ಕಾಣುತ್ತಿದೆ. ಬಿ.ನಾಗೇಶ್ ಬಾಬು ರವರ ಈ ಸ್ಥಿತಿಗೆ ಕಾರಣರಾಗಿರುವವರು ಯಾರು ಎಂಬ ಚರ್ಚೆ ಆರಂಭವಾಗಿದೆ. ರಾಜಕೀಯ ಲೆಕ್ಕಾಚಾರದಲ್ಲಿ ನಾಂದಿ ಹಾಡುತ್ತದೆಯೇ ನೋಡಬೇಕು. bbox=[520, 1237, 753, 1487]
pension-headline: ಶಿರಾದಲ್ಲಿ ಕೇಂದ್ರದ ಹೊಸ ಪಿಂಚಣಿ ನೀತಿ ವಿರುದ್ಧ ನಿವೃತ್ತ ನೌಕರರ ಪ್ರತಿಭಟನೆ bbox=[762, 950, 1243, 974]
bhim-headline-line2: ಸಂಘಟನೆಯ ಹೆಸರು ದುರುಪಯೋಗಪಡಿಸಿಕೊಂಡರೆ ಕ್ರಮದ ಎಚ್ಚರಿಕೆ bbox=[762, 1483, 1405, 1518]
budget-col-4: ಮಧುಗಿರಿ ಪುರಸಭೆಯ 2026–27ರ ಬಜೆಟ್, ಪಟ್ಟಣದ ಸಮಗ್ರ ಅಭಿವೃದ್ಧಿ, ಮೂಲಸೌಕರ್ಯ ಸುಧಾರಣೆ ಮತ್ತು ಸಾರ್ವಜನಿಕ ಸೇವೆಗಳ ವಿಸ್ತರಣೆಗೆ ದಾರಿಯಾಗುವಂತಿದೆ. ಸರ್ಪ್ಲಸ್ ಬಜೆಟ್ ಮಂಡನೆಯಿಂದ ಆರ್ಥಿಕ ಸ್ಥಿರತೆಯ ಸಂಕೇತ ನೀಡಿದ್ದು, ಮುಂದಿನ ದಿನಗಳಲ್ಲಿ ಅಭಿವೃದ್ಧಿ ಕಾರ್ಯಗಳ ವೇಗ ಸಿಗುವ ನಿರೀಕ್ಷೆ ವ್ಯಕ್ತವಾಗಿದೆ. ಬಾಕ್ಸ್ ಐಟಂ : ಬಜೆಟ್ ಪೂರ್ವ ಸಾರ್ವಜನಿಕ ಅಭಿಪ್ರಾಯ ಸಂಗ್ರಹದಲ್ಲಿ ಪಡೆಯಲಾಗಿದ್ದ ಸಲಹೆ ಮೇರೆಗೆ ವಿದ್ಯುತ್ ಚಿತಾಗಾರ, ಪಿಂಕ್ ಸ್ಟ್ಯಾಂಡ್ ಹಾಗೂ ನಗರದ ಸೌಂದರ್ಯ ಹೆಚ್ಚಿಸಲು ಪಾರ್ಕಿಂಗ್ ಮತ್ತು ಆಟದ ಮೈದಾನ ಅಭಿವೃದ್ಧಿ, ಸ್ಟ್ರೀಟ್ ಲೈಟ್ ಹಾಗೂ ರಾಜಕಾಲುವೆಗಳ ದುರಸ್ತಿ ಹಾಗೂ ಅಂಗನವಾಡಿ ಕೇಂದ್ರಗಳಲ್ಲಿ ಚಿಣ್ಣರಿಗೆ ಪುಸ್ತಕಗಳು, ಸಮವಸ್ತ್ರಗಳು ಮತ್ತು ಹೂಕುಂಡಗಳು, ಪತ್ರಕರ್ತರಿಗೆ ವೈದ್ಯಕೀಯ ವೆಚ್ಚ, ಮತ್ತಿತರ ಅಭಿವೃದ್ಧಿ ಕಾರ್ಯಗಳಿಗೆ ಬಜೆಟ್ ನಲ್ಲಿ ಹಣ ಮೀಸಲಿರಿಸಲಾಗಿದೆ. ಬಜೆಟ್ ಮಂಡನೆ ವೇಳೆ ಉಪವಿಭಾಗಾಧಿಕಾರಿ ಹಾಗೂ ಪುರಸಭೆ ಆಡಳಿತಾಧಿಕಾರಿ ಶಿವಪ್ಪ ಗೋಟೂರು ಶಿವಪ್ಪ, ಮುಖ್ಯಾಧಿಕಾರಿ ಸುರೇಶ್, ಲೆಕ್ಕಾಧಿಕಾರಿ ಸಂಧ್ಯಾ, ಕಚೇರಿ ವ್ಯವಸ್ಥಾಪಕ ಗುರುಪ್ರಸಾದ್, ಇಂಜಿನಿಯರ್‌ಗಳಾದ ಪ್ರಶಾಂತ್, ಸಂಜಯ್ ಮೂರ್ತಿ ಆರೋಗ್ಯ ನಿರೀಕ್ಷಕ ಬಾಲಾಜಿ ಹಾಜರಿದ್ದರು. bbox=[844, 181, 1123, 510]
temple-col-a: ತುಮಕೂರು: ತುಮಕೂರು ತಾಲ್ಲೂಕು ಕಸಬಾ ಹೋಬಳಿ ಅಜ್ಜಪ್ಪನಹಳ್ಳಿಯಲ್ಲಿ ಮಾರ್ಚ್ 28ರಂದು ಮಧ್ಯಾಹ್ನ 1.15 ರಿಂದ 2.10 ಗಂಟೆಯೊಳಗೆ ಶ್ರೀ ಅರೇ ಆಂಜನೇಯಸ್ವಾಮಿ bbox=[30, 837, 275, 891]
bhim-photo-image bbox=[1011, 1545, 1483, 1747]
tumul-headline: ತುಮುಲ್ ಮನೆಯಲ್ಲಿ ಕಾನೂನು ಹೋರಾಟ bbox=[128, 941, 660, 986]
jc-body: ಶಿರಾ: ವಿದ್ಯಾರ್ಥಿಗಳು ಪ್ರಜಾಪ್ರಭುತ್ವದ ದೇಗುಲವಾದ ಸಂಸತ್ತು ಮತ್ತು ವಿಧಾನಸೌಧವನ್ನು ಭೇಟಿ ಮಾಡಿ ಅಲ್ಲಿ ನಡೆಯುವ ಅಧಿವೇಶನಗಳನ್ನು ವೀಕ್ಷಿಸಿ ಕಾರ್ಯ ಕಲಾಪಗಳ ಬಗ್ಗೆ ತಿಳಿದುಕೊಳ್ಳಬೇಕು ಎಂದು ಶಾಸಕ ಟಿ.ಬಿ.ಜಯಚಂದ್ರ ಹೇಳಿದರು. ಅವರು ಶಿರಾ ನಗರದ ಸರಕಾರಿ ಪ್ರಥಮ ದರ್ಜೆ ಕಾಲೇಜಿನ ವಿದ್ಯಾರ್ಥಿಗಳು ರಾಜ್ಯಶಾಸ್ತ್ರ ವಿಭಾಗದ ವತಿಯಿಂದ ಹಮ್ಮಿಕೊಂಡಿದ್ದ ಶೈಕ್ಷಣಿಕ ಪ್ರವಾಸದಲ್ಲಿ ಮಂಗಳವಾರದಂದು ಪ್ರಸಕ್ತ ಜರುಗುತ್ತಿರುವ (ಆಯವ್ಯಯ ಅಧಿವೇಶನ) ರಾಜ್ಯ ವಿಧಾನ ಮಂಡಲ ಅಧಿವೇಶನ ವೀಕ್ಷಣೆಗೆ ತೆರಳಿದ್ದ ಸಂದರ್ಭದಲ್ಲಿ ವಿದ್ಯಾರ್ಥಿಗಳನ್ನು ಭೇಟಿ ಮಾಡಿ ಮಾತನಾಡಿದರು. ಪ್ರಜಾಪ್ರಭುತ್ವ ವ್ಯವಸ್ಥೆಯಲ್ಲಿ ಶಾಸಕಾಂಗ ಕಾರ್ಯಾಂಗ ಮತ್ತು ನ್ಯಾಯಾಂಗಗಳು ಭದ್ರ ಬುನಾದಿಯಾಗಿವೆ. ರಾಜ್ಯಶಾಸ್ತ್ರ ವಿಭಾಗದ ವಿದ್ಯಾರ್ಥಿಗಳು ನಮ್ಮ ಪ್ರಜಾಪ್ರಭುತ್ವವನ್ನು ಹೆಚ್ಚು ಅರಿಯುವ ವಾದಬೇಕು ಎಂದರು. ಈ ಸಂದರ್ಭದಲ್ಲಿ ವಿಧಾನ ಪರಿಷತ್ ಸದಸ್ಯರಾದ ಚಿದಾನಂದ ಎಂ ಗೌಡ ಅವರು ಸಹ ವಿದ್ಯಾರ್ಥಿಗಳನ್ನು ಭೇಟಿ ಮಾಡಿ ಕುಶಲೋಪರಿ ವಿಚಾರಿಸಿದರು. ರಾಜ್ಯಶಾಸ್ತ್ರ ವಿಭಾಗದ ಮುಖ್ಯಸ್ಥರಾದಂತಾ ಡಾ. ಹೆಚ್.ಎನ್.ಶ್ರೀನಿವಾಸ್, ಎಂ.ಆರ್. ಕಾಲೇಜಿನ ಪತ್ರಾಂಕಿತ ವ್ಯವಸ್ಥಾಪಕರಾದ ಶ್ರೀನಿವಾಸ ಮೂರ್ತಿ ಕೆ ವಿ, ಸಹಾಯಕ ಪ್ರಾಧ್ಯಾಪಕರುಗಳಾದ ಪ್ರತಿಭಾ, ಕಾವ್ಯ, ಗಂಗಾಧರ್, ಹನುಮಂತರಾಜು. ವಿ ಎಸ್, ಡಾ. ಎಸ್ ಆರ್ ರಂಗಸ್ವಾಮಿ ಸೇರಿದಂತೆ ಹಲವರು ಹಾಜರಿದ್ದರು. ಕಾಲೇಜಿನ ವತಿಯಿಂದ ಒಟ್ಟು 31 ವಿದ್ಯಾರ್ಥಿಗಳು ರಾಜ್ಯ ವಿಧಾನ ಮಂಡಲ ವೀಕ್ಷಣೆಯಲ್ಲಿ ಭಾಗವಹಿಸಿದ್ದರು. bbox=[1134, 394, 1483, 703]
dharmasthala-headline-line2: ಯೋಜನೆ ವತಿಯಿಂದ ಗ್ರಾಮಸ್ಥರಿಗೆ ಹಸ್ತಾಂತರ bbox=[148, 1723, 639, 1764]
budget-col-1 bbox=[30, 179, 301, 752]
meeting-photo-image bbox=[311, 180, 835, 405]
divider bbox=[759, 934, 760, 2423]
divider bbox=[30, 1669, 758, 1670]
budget-col-1-para: ಆದಾಯ ಮೂಲಗಳು (Revenue Receipts) ಪಟ್ಟಣ ಪಂಚಾಯಿತಿಯ ಪ್ರಮುಖ ಆದಾಯ ಮೂಲಗಳಲ್ಲಿ: ಸ್ವತ್ತಿನ ತೆರಿಗೆ (Property Tax) 55 ಲಕ್ಷ ನೀರು ಶುಲ್ಕ ಹಾಗೂ ಇತರೆ ಶುಲ್ಕಗಳು ? ಲಕ್ಷಾಂತರ ರೂಪಾಯಿ ವ್ಯಾಪಾರ ಪರವಾನಗಿ, ಕಟ್ಟಡ ಅನುಮತಿ ಶುಲ್ಕಗಳು ಮಾರುಕಟ್ಟೆ, ಜಾತ್ರೆ, ವಾಹನ ನಿಲ್ದಾಣ ಶುಲ್ಕಗಳು ರಾಜ್ಯ ಮತ್ತು ಕೇಂದ್ರ ಸರ್ಕಾರದ ಅನುದಾನಗಳು ನಗರಾಭಿವೃದ್ಧಿ ಯೋಜನೆಗಳ ಅನುದಾನಗಳು ಒಟ್ಟಾರೆ, ವಿವಿಧ ತೆರಿಗೆಗಳು, ಸೇವಾ ಶುಲ್ಕಗಳು ಮತ್ತು ಅನುದಾನಗಳ ಮುಖಾಂತರ ಆದಾಯವನ್ನು ಸಂಗ್ರಹಿಸುವ ಯೋಜನೆ ರೂಪಿಸಲಾಗಿದೆ. bbox=[30, 340, 301, 511]
temple-headline-line2: ಶ್ರೀ ಅರೇ ಆಂಜನೇಯಸ್ವಾಮಿ ಬ್ರಹ್ಮರಥೋತ್ಸವ bbox=[238, 797, 579, 825]
temple-box bbox=[30, 759, 1122, 928]
budget-headline: ಮಧುಗಿರಿ ಪುರಸಭೆ 2026–27ರ ಬಜೆಟ್: 33.45 ಕೋಟಿ ಆದಾಯ 32.92 ಕೋಟಿ ವೆಚ್ಚ bbox=[30, 127, 928, 159]
jc-headline bbox=[1132, 105, 1486, 144]
dharmasthala-photo bbox=[285, 1783, 550, 2011]
bhim-headline bbox=[762, 1449, 1485, 1518]
tumul-col-2: ತುಮುಲ್ ನಲ್ಲಿ ಹೆಚ್ಚು ಕ್ರಿಯಾಶೀಲ ಅಧ್ಯಕ್ಷರಾಗಿದ್ದುದು ಕೊಂಡವಾಡಿ ಚಂದ್ರಶೇಖರ್. ಈಗ ಅವರ ಗೆಲುವು ಹಾಗೂ ಪಾವಗಡದ ಜೆಡಿಎಸ್ ಬೆಂಬಲಿತ ಚೆನ್ನಮಲ್ಲಪ್ಪ ಅವರು ಯಾರಿಗೆ ಸಿಗಲಿದೆ ಎಂಬುದನ್ನು ಮುಂದೆ ಕಾದು ನೋಡಬೇಕು. ಈಗ ಗೆದ್ದಿದ್ದ ಚಂದ್ರಶೇಖರ್ ರಿಡ್ಡಿ ಅವಧಿಗಿಂತ 4 ಮತಗಳು ಹೆಚ್ಚಾಗಿ ಪಡೆದ ಕಾರಣ ಅವರೂ ಮರು ಆಯ್ಕೆಯಾಗಿದ್ದಾರೆ ಮಧುಗಿರಿಯಿಂದ ಕೊಂಡವಾಡಿ ಚಂದ್ರಶೇಖರ್, ಪಾವಗಡ ದಿಂದ ಚೆನ್ನಮಲ್ಲಪ್ಪ ಆಯ್ಕೆಯಾಗಿದ್ದಾರೆ ಇಬ್ಬರಿಗೂ ಅಧ್ಯಕ್ಷ ಗಾದಿಗೆ ಪೈಪೋಟಿ ನಡೆದರೆ ಅವರ ಪಾವಗಡ ಶಾಸಕ ವೆಂಕಟೇಶ್ ಅವರ ಸ್ವಾಸ್ತ್ಯ ಕಂಡು ಬರುತ್ತದೆ ಎಂದು ಮಧುಗಿರಿ ಶಾಸಕ ಕೆ.ಎನ್.ರಾಜಣ್ಣ ಅವರ ಕೈ ಜೋಡಿಸುವ ಯತ್ನ ತೆರೆಮರೆಯಲ್ಲಿ ನಡೆಯುತ್ತಿದೆ. ತಾಲೂಕು ಜೆಡಿಎಸ್ ನಲ್ಲಿ ಸಂಚಲನ : bbox=[285, 1237, 511, 1507]
jc-headline-line2: ಭೇಟಿ ಮಾಡಿ ಕಲಾಪ ವೀಕ್ಷಿಸಬೇಕು; ಟಿ.ಬಿ.ಜಯಚಂದ್ರ bbox=[1168, 124, 1450, 144]
pension-col-3: ಕರ್ನಾಟಕ ರಾಜ್ಯ ಸರಕಾರಿ ನಿವೃತ್ತ ನೌಕರರ ಸಂಘ ಶಿರಾ ತಾಲೂಕು ಘಟಕದ ಉಪಾಧ್ಯಕ್ಷ ಕಲ್ಲೇಶಪ್ಪ ಕೃಷ್ಣಮೂರ್ತಿ ಮಾತನಾಡಿ ನಿವೃತ್ತ ನೌಕರರಿಗೆ ಸಿಗುತ್ತಿರುವ ಯಾವುದೇ ಸೌಲಭ್ಯಗಳನ್ನು ಕೇಂದ್ರ ಸರಕಾರ ಕಡಿತಗೊಳಿಸಬಾರದು ಎಂದು ಒತ್ತಾಯಿಸಿದರು. ಈ ಸಂದರ್ಭದಲ್ಲಿ ಕರ್ನಾಟಕ ರಾಜ್ಯ ಸರಕಾರಿ ನಿವೃತ್ತ ನೌಕರರ ಸಂಘ ಶಿರಾ ತಾಲೂಕು ಘಟಕದ ಅಧ್ಯಕ್ಷ ಕೆ.ಎಚ್.ಹನುಮಂತರಾಯಪ್ಪ, ದೇವರಾಜ್, ಶ್ರೀನಿವಾಸ ಮೂರ್ತಿ, ನಾಗ್ಗಾ ನಾಯಕ್, ಗೋವಿಂದರಾಜು, ಜನ್ನಪ್ಪ ಸೇರಿದಂತೆ ಹಲವರು ಹಾಜರಿದ್ದರು. bbox=[1246, 1147, 1483, 1319]
divider bbox=[1129, 105, 1130, 926]
brand-tagline: ಕನ್ನಡ ದಿನಪತ್ರಿಕೆ bbox=[182, 93, 255, 110]
tumul-photo bbox=[285, 1002, 751, 1229]
pension-col-1: ಶಿರಾ : ನಿವೃತ್ತ ನೌಕರರು ಮತ್ತು ಕುಟುಂಬ ಪಿಂಚಣಿದಾರರಿಗೆ ಸಂಬಂಧಪಟ್ಟ ನಿವೃತ್ತಿ ವೇತನ ಮತ್ತು ಕುಟುಂಬ ಪಿಂಚಣಿ ಪರಿಷ್ಕರಣೆ ಮಾಡದಂತೆ ಹಾಗೂ ವರ್ಗೀಕರಣ ನಿಲ್ಲಿಸುತ್ತಿರುವ 2 ತುಟ್ಟಿ ಭತ್ಯೆಯನ್ನು ಮುಂದಿನ ದಿನಗಳಲ್ಲಿ ನೀಡಲು ಸಾಧ್ಯವಿಲ್ಲ ಎಂದು ಕೇಂದ್ರ ಆರ್ಥಿಕ ಸಚಿವೆ ನಿರ್ಮಲಾ ಸೀತಾರಾಮನ್ ಅವರು ಲೋಕಸಭೆಯಲ್ಲಿ ಮಸೂದೆಯನ್ನು ಮಂಡಿಸಿರುವುದನ್ನು ಖಂಡಿಸಿ ನಗರದಲ್ಲಿ ಬುಧವಾರ ಕರ್ನಾಟಕ ರಾಜ್ಯ ಸರಕಾರಿ ನಿವೃತ್ತ ನೌಕರರ ಸಂಘ ಶಿರಾ ತಾಲೂಕು ಘಟಕದ ವತಿಯಿಂದ ಪ್ರತಿಭಟನೆಯನ್ನು ನಡೆಸಿ ಶಿರಸ್ತೇದಾರ್ ಆನಂದ್ ಕುಮಾರ್ ಅವರಿಗೆ ಮನವಿ ಸಲ್ಲಿಸಿದರು. ಮನವಿ ಸಲ್ಲಿಸಿ ಮಾತನಾಡಿದ ನಿವೃತ್ತ ನೌಕರರ ಕಲ್ಯಾಣಿಯ ನರಸಿಂಹಮೂರ್ತಿ ಅವರು ಕೇಂದ್ರ ಸರಕಾರ ಕೂಡಲೇ ಮಸೂದೆ bbox=[762, 981, 1003, 1231]
brand-name-part2: ಮಿತ್ರ bbox=[134, 83, 174, 113]
budget-meeting-photo bbox=[310, 179, 835, 405]
